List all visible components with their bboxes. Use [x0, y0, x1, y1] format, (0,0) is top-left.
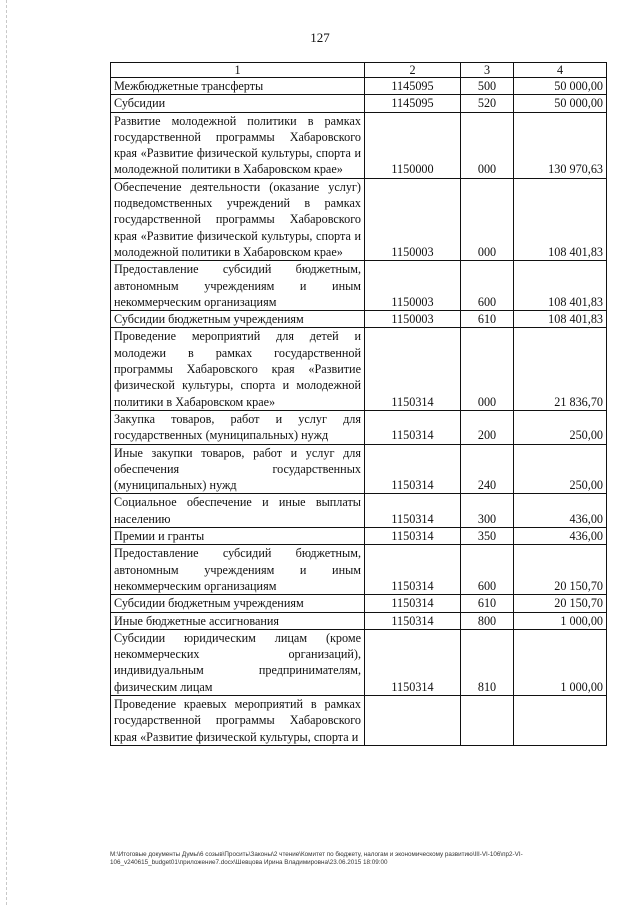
- row-name-cell: Субсидии бюджетным учреждениям: [111, 311, 365, 328]
- row-amount-cell: 436,00: [514, 494, 607, 528]
- row-amount-cell: 250,00: [514, 444, 607, 494]
- column-header-expense-type: 3: [461, 63, 514, 78]
- row-code-cell: 1150314: [365, 545, 461, 595]
- row-code-cell: 1150000: [365, 112, 461, 178]
- table-row: [111, 695, 607, 745]
- row-amount-cell: 20 150,70: [514, 545, 607, 595]
- row-amount-cell: 108 401,83: [514, 261, 607, 311]
- row-expense-type-cell: 810: [461, 629, 514, 695]
- row-expense-type-cell: 520: [461, 95, 514, 112]
- table-row: [111, 444, 607, 494]
- column-header-code: 2: [365, 63, 461, 78]
- table-body: [111, 78, 607, 746]
- row-amount-cell: 50 000,00: [514, 78, 607, 95]
- row-amount-cell: 1 000,00: [514, 612, 607, 629]
- row-expense-type-cell: 600: [461, 261, 514, 311]
- row-expense-type-cell: 610: [461, 311, 514, 328]
- row-code-cell: 1150314: [365, 612, 461, 629]
- row-code-cell: 1150314: [365, 595, 461, 612]
- row-amount-cell: 436,00: [514, 528, 607, 545]
- row-name-cell: Субсидии: [111, 95, 365, 112]
- table-row: [111, 112, 607, 178]
- row-expense-type-cell: 000: [461, 178, 514, 260]
- column-header-name: 1: [111, 63, 365, 78]
- row-name-cell: Обеспечение деятельности (оказание услуг) подведомственных учреждений в рамках государственной программы Хабаровского края «Развитие физической культуры, спорта и молодежной политики в Хабаровском крае»: [111, 178, 365, 260]
- file-path-footer: M:\Итоговые документы Думы\6 созыв\Просить\Законы\2 чтение\Комитет по бюджету, налогам и экономическому развитию\III-VI-106\пр2-VI-106_v240615_budget01\приложение7.docx\Шевцова Ирина Владимировна\23.06.2015 18:09:00: [110, 851, 523, 866]
- row-code-cell: 1150314: [365, 629, 461, 695]
- header-row: [111, 63, 607, 78]
- budget-table: [110, 62, 607, 746]
- row-expense-type-cell: 610: [461, 595, 514, 612]
- row-amount-cell: 1 000,00: [514, 629, 607, 695]
- row-name-cell: Иные бюджетные ассигнования: [111, 612, 365, 629]
- row-name-cell: Проведение краевых мероприятий в рамках государственной программы Хабаровского края «Развитие физической культуры, спорта и: [111, 695, 365, 745]
- row-amount-cell: 21 836,70: [514, 328, 607, 410]
- row-code-cell: 1150003: [365, 178, 461, 260]
- row-expense-type-cell: 200: [461, 410, 514, 444]
- table-row: [111, 311, 607, 328]
- table-row: [111, 545, 607, 595]
- row-name-cell: Предоставление субсидий бюджетным, автономным учреждениям и иным некоммерческим организациям: [111, 261, 365, 311]
- row-amount-cell: 250,00: [514, 410, 607, 444]
- table-row: [111, 595, 607, 612]
- table-row: [111, 629, 607, 695]
- row-name-cell: Развитие молодежной политики в рамках государственной программы Хабаровского края «Развитие физической культуры, спорта и молодежной политики в Хабаровском крае»: [111, 112, 365, 178]
- row-name-cell: Проведение мероприятий для детей и молодежи в рамках государственной программы Хабаровского края «Развитие физической культуры, спорта и молодежной политики в Хабаровском крае»: [111, 328, 365, 410]
- row-code-cell: 1150314: [365, 410, 461, 444]
- row-name-cell: Иные закупки товаров, работ и услуг для обеспечения государственных (муниципальных) нужд: [111, 444, 365, 494]
- row-expense-type-cell: 500: [461, 78, 514, 95]
- table-row: [111, 494, 607, 528]
- table-row: [111, 410, 607, 444]
- row-amount-cell: 50 000,00: [514, 95, 607, 112]
- row-name-cell: Социальное обеспечение и иные выплаты населению: [111, 494, 365, 528]
- row-code-cell: 1145095: [365, 78, 461, 95]
- row-expense-type-cell: 800: [461, 612, 514, 629]
- row-name-cell: Предоставление субсидий бюджетным, автономным учреждениям и иным некоммерческим организациям: [111, 545, 365, 595]
- row-code-cell: 1150003: [365, 311, 461, 328]
- row-amount-cell: [514, 695, 607, 745]
- row-name-cell: Премии и гранты: [111, 528, 365, 545]
- row-name-cell: Субсидии бюджетным учреждениям: [111, 595, 365, 612]
- row-code-cell: 1150314: [365, 328, 461, 410]
- row-expense-type-cell: 600: [461, 545, 514, 595]
- table-row: [111, 178, 607, 260]
- table-row: [111, 95, 607, 112]
- page-number: 127: [310, 30, 330, 45]
- row-code-cell: 1150314: [365, 444, 461, 494]
- row-name-cell: Закупка товаров, работ и услуг для государственных (муниципальных) нужд: [111, 410, 365, 444]
- row-expense-type-cell: [461, 695, 514, 745]
- row-expense-type-cell: 240: [461, 444, 514, 494]
- column-header-amount: 4: [514, 63, 607, 78]
- row-code-cell: 1150003: [365, 261, 461, 311]
- table-row: [111, 78, 607, 95]
- row-amount-cell: 108 401,83: [514, 311, 607, 328]
- row-code-cell: 1150314: [365, 528, 461, 545]
- row-expense-type-cell: 000: [461, 112, 514, 178]
- row-amount-cell: 20 150,70: [514, 595, 607, 612]
- row-name-cell: Межбюджетные трансферты: [111, 78, 365, 95]
- scan-edge-line: [6, 0, 8, 905]
- row-amount-cell: 130 970,63: [514, 112, 607, 178]
- table-row: [111, 612, 607, 629]
- row-amount-cell: 108 401,83: [514, 178, 607, 260]
- row-expense-type-cell: 000: [461, 328, 514, 410]
- row-code-cell: 1145095: [365, 95, 461, 112]
- table-row: [111, 528, 607, 545]
- row-code-cell: [365, 695, 461, 745]
- row-expense-type-cell: 350: [461, 528, 514, 545]
- row-name-cell: Субсидии юридическим лицам (кроме некоммерческих организаций), индивидуальным предпринимателям, физическим лицам: [111, 629, 365, 695]
- table-row: [111, 261, 607, 311]
- row-code-cell: 1150314: [365, 494, 461, 528]
- row-expense-type-cell: 300: [461, 494, 514, 528]
- table-row: [111, 328, 607, 410]
